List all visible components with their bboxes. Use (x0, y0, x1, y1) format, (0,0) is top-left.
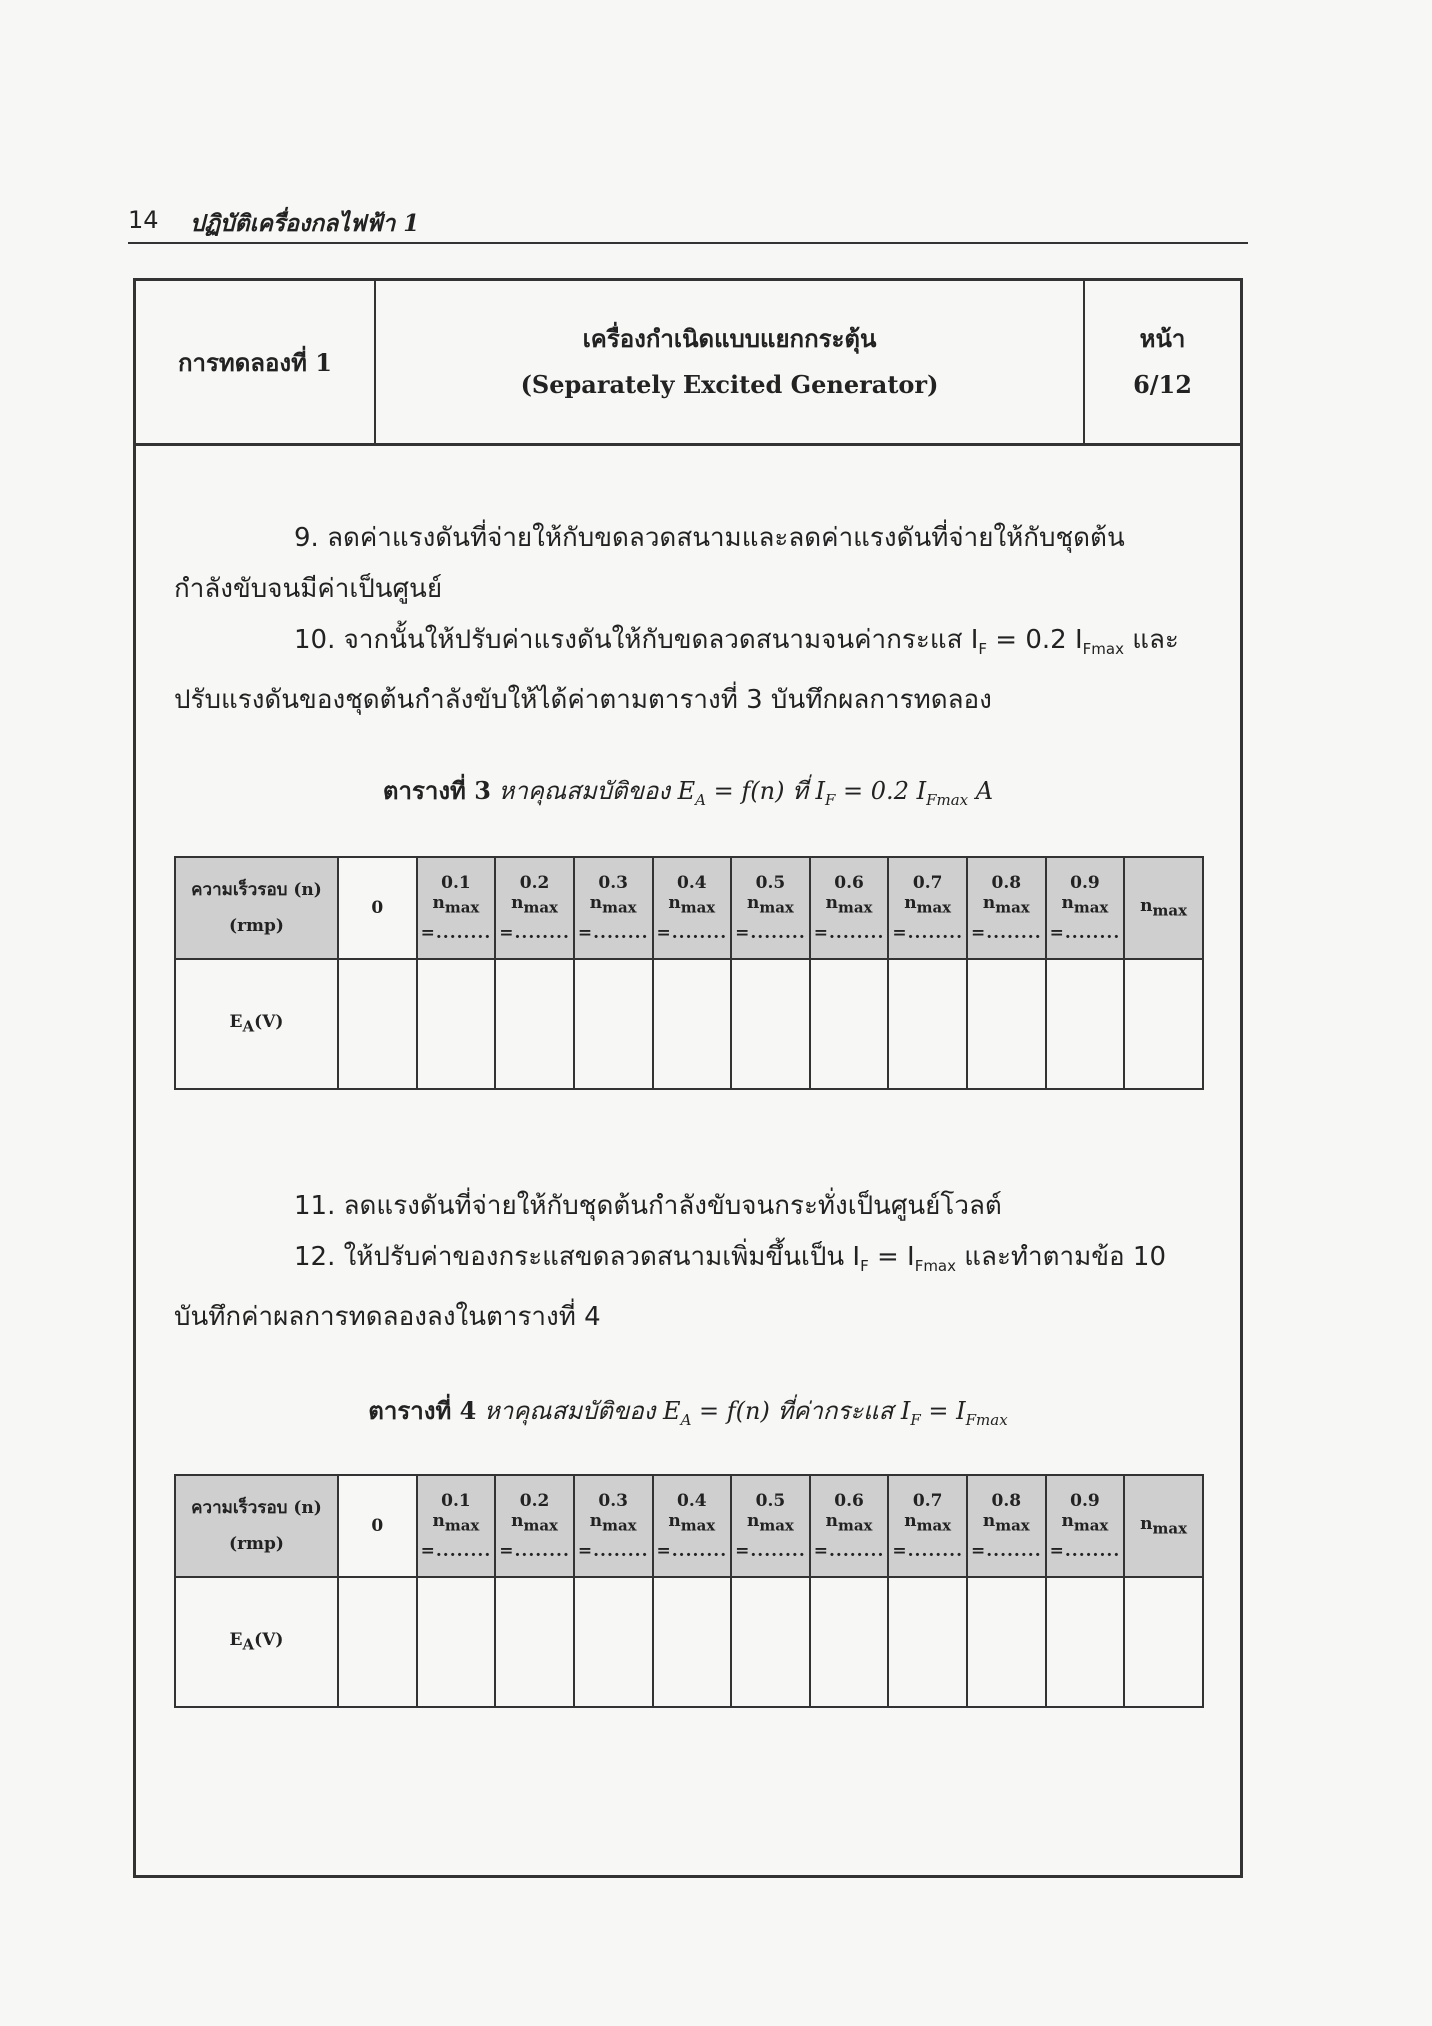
ea-value-cell[interactable] (967, 1577, 1046, 1707)
book-title: ปฏิบัติเครื่องกลไฟฟ้า 1 (190, 210, 420, 237)
ea-value-cell[interactable] (495, 1577, 574, 1707)
table-4-caption: ตารางที่ 4 หาคุณสมบัติของ $E_A = f(n)$ ที่ค่ากระแส $I_F = I_{Fmax}$ (368, 1396, 1008, 1429)
ea-label-cell: $E_A(V)$ (175, 959, 338, 1089)
table-row (175, 1475, 1203, 1577)
steps-9-10 (174, 513, 1206, 726)
ea-value-cell[interactable] (417, 959, 496, 1089)
speed-fraction-cell: 0.4 $n_{max}$ =........ (653, 857, 732, 959)
speed-label-cell: ความเร็วรอบ (n) (rmp) (175, 857, 338, 959)
speed-nmax-cell: $n_{max}$ (1124, 1475, 1203, 1577)
speed-fraction-cell: 0.7 $n_{max}$ =........ (888, 857, 967, 959)
table-row (175, 959, 1203, 1089)
ea-value-cell[interactable] (574, 1577, 653, 1707)
ea-value-cell[interactable] (653, 1577, 732, 1707)
experiment-number-cell (136, 281, 376, 443)
ea-value-cell[interactable] (967, 959, 1046, 1089)
running-header (128, 206, 1248, 244)
ea-value-cell[interactable] (1124, 959, 1203, 1089)
speed-fraction-cell: 0.4 $n_{max}$ =........ (653, 1475, 732, 1577)
page-label: หน้า (1139, 324, 1186, 353)
speed-fraction-cell: 0.9 $n_{max}$ =........ (1046, 857, 1125, 959)
speed-fraction-cell: 0.5 $n_{max}$ =........ (731, 1475, 810, 1577)
speed-fraction-cell: 0.7 $n_{max}$ =........ (888, 1475, 967, 1577)
ea-value-cell[interactable] (653, 959, 732, 1089)
page-info-cell (1085, 281, 1240, 443)
step-12-line-2: บันทึกค่าผลการทดลองลงในตารางที่ 4 (174, 1302, 601, 1333)
ea-value-cell[interactable] (731, 959, 810, 1089)
speed-fraction-cell: 0.1 $n_{max}$ =........ (417, 857, 496, 959)
speed-fraction-cell: 0.6 $n_{max}$ =........ (810, 1475, 889, 1577)
speed-nmax-cell: $n_{max}$ (1124, 857, 1203, 959)
page-value: 6/12 (1133, 370, 1192, 399)
step-9-line-1: 9. ลดค่าแรงดันที่จ่ายให้กับขดลวดสนามและลดค่าแรงดันที่จ่ายให้กับชุดต้น (294, 523, 1125, 553)
speed-fraction-cell: 0.2 $n_{max}$ =........ (495, 1475, 574, 1577)
title-block (136, 281, 1240, 446)
page-number: 14 (128, 206, 159, 234)
speed-zero-cell: 0 (338, 1475, 417, 1577)
ea-value-cell[interactable] (495, 959, 574, 1089)
table-row (175, 857, 1203, 959)
ea-value-cell[interactable] (1046, 959, 1125, 1089)
table-row (175, 1577, 1203, 1707)
ea-value-cell[interactable] (338, 1577, 417, 1707)
experiment-title-cell (376, 281, 1085, 443)
table-3-caption: ตารางที่ 3 หาคุณสมบัติของ $E_A = f(n)$ ที่ $I_F = 0.2$ $I_{Fmax}$ A (382, 776, 994, 809)
speed-fraction-cell: 0.8 $n_{max}$ =........ (967, 857, 1046, 959)
ea-value-cell[interactable] (1046, 1577, 1125, 1707)
ea-value-cell[interactable] (731, 1577, 810, 1707)
speed-fraction-cell: 0.3 $n_{max}$ =........ (574, 1475, 653, 1577)
step-10-line-1: 10. จากนั้นให้ปรับค่าแรงดันให้กับขดลวดสนามจนค่ากระแส $I_F = 0.2$ $I_{Fmax}$ และ (294, 625, 1179, 659)
ea-label-cell: $E_A(V)$ (175, 1577, 338, 1707)
step-11-line: 11. ลดแรงดันที่จ่ายให้กับชุดต้นกำลังขับจนกระทั่งเป็นศูนย์โวลต์ (294, 1191, 1002, 1221)
speed-fraction-cell: 0.6 $n_{max}$ =........ (810, 857, 889, 959)
speed-fraction-cell: 0.8 $n_{max}$ =........ (967, 1475, 1046, 1577)
table-3 (174, 856, 1204, 1090)
title-thai: เครื่องกำเนิดแบบแยกกระตุ้น (582, 324, 877, 353)
title-english: (Separately Excited Generator) (520, 370, 939, 399)
ea-value-cell[interactable] (888, 959, 967, 1089)
step-12-line-1: 12. ให้ปรับค่าของกระแสขดลวดสนามเพิ่มขึ้นเป็น $I_F = I_{Fmax}$ และทำตามข้อ 10 (294, 1242, 1167, 1276)
speed-fraction-cell: 0.2 $n_{max}$ =........ (495, 857, 574, 959)
step-10-line-2: ปรับแรงดันของชุดต้นกำลังขับให้ได้ค่าตามตารางที่ 3 บันทึกผลการทดลอง (174, 685, 992, 716)
ea-value-cell[interactable] (574, 959, 653, 1089)
speed-fraction-cell: 0.9 $n_{max}$ =........ (1046, 1475, 1125, 1577)
speed-zero-cell: 0 (338, 857, 417, 959)
experiment-number: การทดลองที่ 1 (177, 347, 333, 377)
experiment-frame (133, 278, 1243, 1878)
table-4 (174, 1474, 1204, 1708)
ea-value-cell[interactable] (338, 959, 417, 1089)
ea-value-cell[interactable] (417, 1577, 496, 1707)
speed-fraction-cell: 0.5 $n_{max}$ =........ (731, 857, 810, 959)
step-9-line-2: กำลังขับจนมีค่าเป็นศูนย์ (174, 574, 443, 604)
speed-label-cell: ความเร็วรอบ (n) (rmp) (175, 1475, 338, 1577)
ea-value-cell[interactable] (810, 959, 889, 1089)
speed-fraction-cell: 0.3 $n_{max}$ =........ (574, 857, 653, 959)
steps-11-12 (174, 1181, 1206, 1343)
ea-value-cell[interactable] (1124, 1577, 1203, 1707)
speed-fraction-cell: 0.1 $n_{max}$ =........ (417, 1475, 496, 1577)
ea-value-cell[interactable] (810, 1577, 889, 1707)
ea-value-cell[interactable] (888, 1577, 967, 1707)
